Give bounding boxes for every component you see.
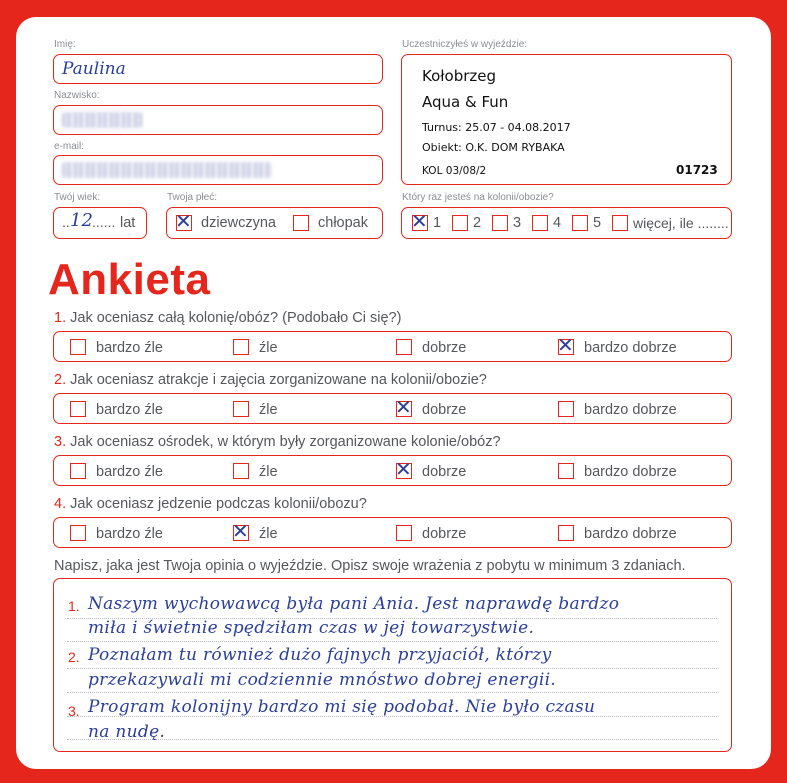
times-5-checkbox[interactable]: [572, 215, 588, 231]
rating-label: bardzo źle: [96, 526, 163, 542]
rating-checkbox[interactable]: [233, 339, 249, 355]
stamp-program: Aqua & Fun: [422, 93, 509, 111]
times-4-label: 4: [553, 215, 562, 231]
stamp-code: KOL 03/08/2: [422, 165, 487, 177]
times-label: Który raz jesteś na kolonii/obozie?: [402, 192, 554, 203]
rating-label: bardzo dobrze: [584, 464, 677, 480]
question-number: 3.: [54, 434, 67, 450]
ruled-line: [67, 668, 717, 669]
opinion-number-2: 2.: [68, 649, 80, 665]
stamp-turnus: Turnus: 25.07 - 04.08.2017: [422, 121, 571, 134]
rating-checkbox[interactable]: [558, 463, 574, 479]
rating-label: bardzo dobrze: [584, 402, 677, 418]
gender-girl-checkbox[interactable]: [175, 209, 192, 233]
rating-label: źle: [259, 464, 278, 480]
rating-checkbox[interactable]: [396, 525, 412, 541]
rating-checkbox[interactable]: [557, 333, 574, 357]
rating-label: dobrze: [422, 340, 467, 356]
ruled-line: [67, 641, 717, 642]
age-value: 12: [70, 210, 93, 231]
opinion-number-1: 1.: [68, 598, 80, 614]
last-name-label: Nazwisko:: [54, 90, 100, 101]
gender-girl-label: dziewczyna: [201, 215, 276, 231]
rating-checkbox[interactable]: [233, 463, 249, 479]
rating-checkbox[interactable]: [558, 525, 574, 541]
opinion-number-3: 3.: [68, 703, 80, 719]
age-dots-left: ..: [62, 214, 70, 230]
rating-checkbox[interactable]: [70, 525, 86, 541]
rating-label: źle: [259, 526, 278, 542]
x-mark-icon: ✕: [232, 519, 249, 543]
times-1-checkbox[interactable]: [411, 209, 428, 233]
rating-label: źle: [259, 340, 278, 356]
rating-checkbox[interactable]: [233, 401, 249, 417]
ruled-line: [67, 692, 717, 693]
opinion-line-2: miła i świetnie spędziłam czas w jej towarzystwie.: [88, 618, 535, 638]
last-name-field[interactable]: [53, 105, 383, 135]
question-1: [54, 310, 401, 326]
trip-stamp-box: [401, 54, 732, 185]
stamp-obiekt: Obiekt: O.K. DOM RYBAKA: [422, 141, 565, 154]
x-mark-icon: ✕: [557, 333, 574, 357]
rating-checkbox[interactable]: [232, 519, 249, 543]
question-2: [54, 372, 487, 388]
age-label: Twój wiek:: [54, 192, 101, 203]
trip-label: Uczestniczyłeś w wyjeździe:: [402, 39, 528, 50]
email-field[interactable]: [53, 155, 383, 185]
age-field[interactable]: [53, 207, 147, 239]
x-mark-icon: ✕: [411, 209, 428, 233]
rating-label: bardzo źle: [96, 402, 163, 418]
rating-checkbox[interactable]: [395, 395, 412, 419]
times-5-label: 5: [593, 215, 602, 231]
rating-label: bardzo źle: [96, 464, 163, 480]
opinion-line-4: przekazywali mi codziennie mnóstwo dobrej energii.: [88, 670, 557, 690]
redacted-last-name: [62, 112, 142, 128]
question-text: Jak oceniasz ośrodek, w którym były zorganizowane kolonie/obóz?: [70, 434, 501, 450]
question-number: 2.: [54, 372, 67, 388]
gender-label: Twoja płeć:: [167, 192, 218, 203]
rating-label: bardzo dobrze: [584, 526, 677, 542]
times-3-checkbox[interactable]: [492, 215, 508, 231]
rating-label: źle: [259, 402, 278, 418]
email-label: e-mail:: [54, 141, 85, 152]
opinion-line-6: na nudę.: [88, 722, 166, 742]
times-1-label: 1: [433, 215, 442, 231]
x-mark-icon: ✕: [395, 395, 412, 419]
times-4-checkbox[interactable]: [532, 215, 548, 231]
opinion-prompt: Napisz, jaka jest Twoja opinia o wyjeździe. Opisz swoje wrażenia z pobytu w minimum 3 zdaniach.: [54, 558, 686, 574]
rating-label: dobrze: [422, 464, 467, 480]
opinion-line-1: Naszym wychowawcą była pani Ania. Jest naprawdę bardzo: [88, 594, 620, 614]
rating-checkbox[interactable]: [70, 401, 86, 417]
rating-label: dobrze: [422, 526, 467, 542]
opinion-line-3: Poznałam tu również dużo fajnych przyjaciół, którzy: [88, 645, 552, 665]
question-number: 4.: [54, 496, 67, 512]
age-dots-right: ......: [92, 214, 116, 230]
rating-checkbox[interactable]: [70, 339, 86, 355]
question-4: [54, 496, 367, 512]
rating-label: bardzo źle: [96, 340, 163, 356]
question-number: 1.: [54, 310, 67, 326]
stamp-city: Kołobrzeg: [422, 67, 497, 85]
rating-checkbox[interactable]: [396, 339, 412, 355]
question-3: [54, 434, 501, 450]
stamp-number: 01723: [676, 163, 718, 177]
question-text: Jak oceniasz jedzenie podczas kolonii/obozu?: [70, 496, 367, 512]
survey-title: Ankieta: [48, 255, 211, 304]
first-name-field[interactable]: [53, 54, 383, 84]
times-2-label: 2: [473, 215, 482, 231]
opinion-line-5: Program kolonijny bardzo mi się podobał. Nie było czasu: [88, 697, 596, 717]
rating-checkbox[interactable]: [70, 463, 86, 479]
times-2-checkbox[interactable]: [452, 215, 468, 231]
rating-label: bardzo dobrze: [584, 340, 677, 356]
rating-checkbox[interactable]: [558, 401, 574, 417]
gender-boy-checkbox[interactable]: [293, 215, 309, 231]
rating-checkbox[interactable]: [395, 457, 412, 481]
times-more-checkbox[interactable]: [612, 215, 628, 231]
rating-label: dobrze: [422, 402, 467, 418]
first-name-label: Imię:: [54, 39, 76, 50]
x-mark-icon: ✕: [175, 209, 192, 233]
age-unit: lat: [120, 215, 136, 231]
times-more-label: więcej, ile ........: [633, 215, 729, 231]
x-mark-icon: ✕: [395, 457, 412, 481]
question-text: Jak oceniasz całą kolonię/obóz? (Podobało Ci się?): [70, 310, 402, 326]
redacted-email: [62, 162, 272, 178]
question-text: Jak oceniasz atrakcje i zajęcia zorganizowane na kolonii/obozie?: [70, 372, 487, 388]
first-name-value: Paulina: [62, 59, 126, 79]
gender-boy-label: chłopak: [318, 215, 368, 231]
times-3-label: 3: [513, 215, 522, 231]
